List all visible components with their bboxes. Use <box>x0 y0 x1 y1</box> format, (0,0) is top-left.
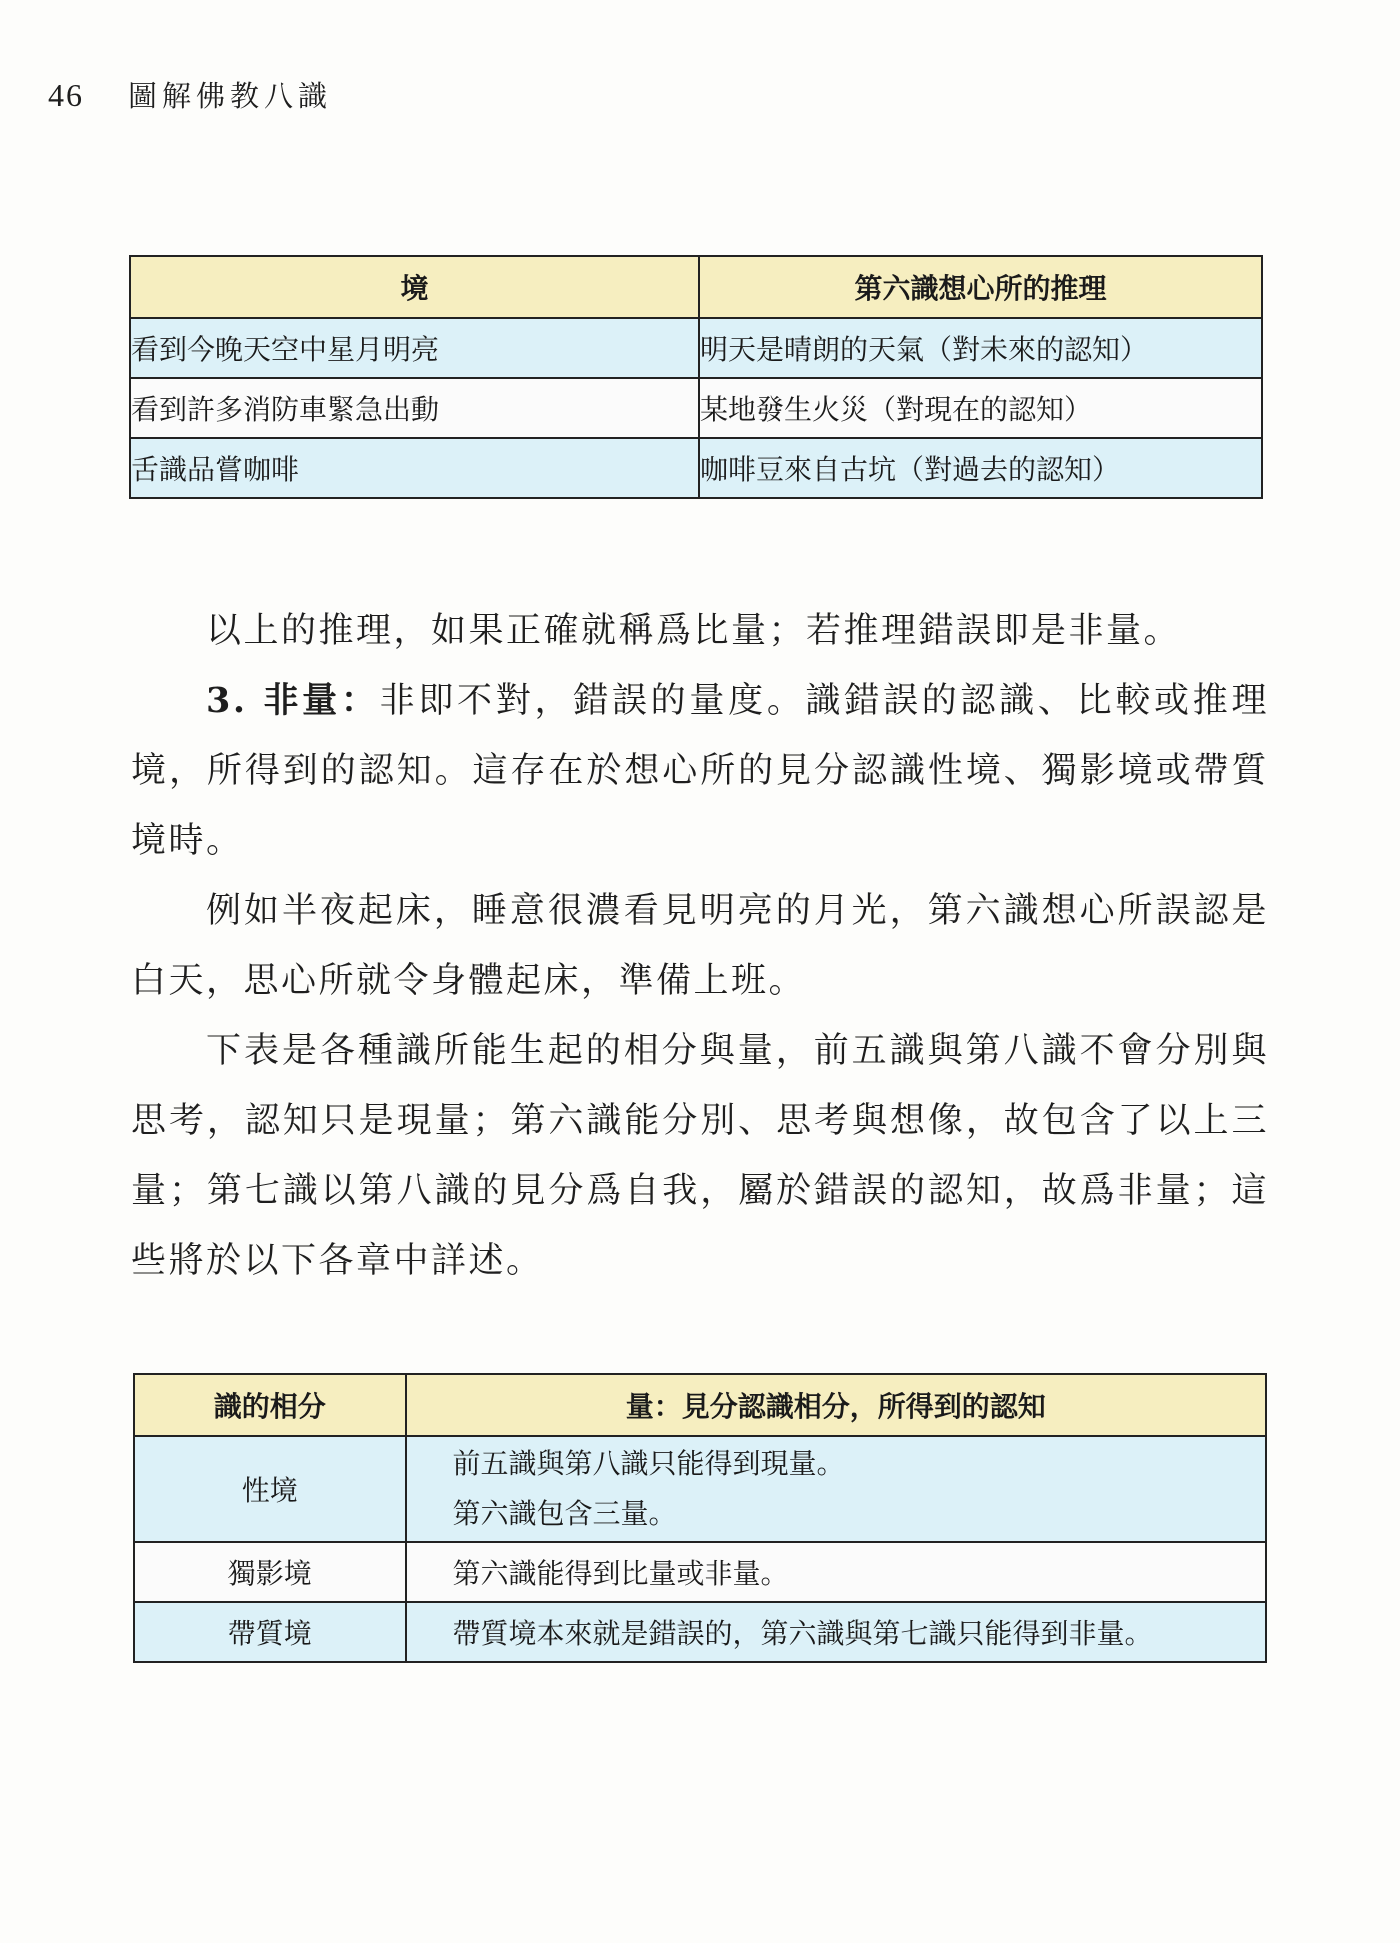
body-text <box>131 596 1269 1296</box>
table-cell: 某地發生火災（對現在的認知） <box>699 378 1262 438</box>
table-cell: 第六識能得到比量或非量。 <box>406 1542 1266 1602</box>
table-row <box>130 438 1262 498</box>
table-row <box>130 378 1262 438</box>
table-cell: 看到今晚天空中星月明亮 <box>130 318 699 378</box>
table-header-row <box>134 1374 1266 1436</box>
paragraph <box>131 666 1269 876</box>
table-cell: 看到許多消防車緊急出動 <box>130 378 699 438</box>
table-cell <box>406 1436 1266 1542</box>
table-cell: 明天是晴朗的天氣（對未來的認知） <box>699 318 1262 378</box>
table-header-cell: 境 <box>130 256 699 318</box>
page-header <box>48 74 332 115</box>
term-heading: 3. 非量： <box>206 680 380 721</box>
table-cell: 帶質境本來就是錯誤的，第六識與第七識只能得到非量。 <box>406 1602 1266 1662</box>
table-cell: 舌識品嘗咖啡 <box>130 438 699 498</box>
perception-table <box>133 1373 1267 1663</box>
table-cell: 咖啡豆來自古坑（對過去的認知） <box>699 438 1262 498</box>
table-cell: 獨影境 <box>134 1542 406 1602</box>
table-cell: 帶質境 <box>134 1602 406 1662</box>
page-number: 46 <box>48 77 84 113</box>
reasoning-table <box>129 255 1263 499</box>
table-header-row <box>130 256 1262 318</box>
paragraph-text: 非即不對，錯誤的量度。識錯誤的認識、比較或推理境，所得到的認知。這存在於想心所的見分認識性境、獨影境或帶質境時。 <box>131 681 1269 861</box>
table-header-cell: 識的相分 <box>134 1374 406 1436</box>
book-title: 圖解佛教八識 <box>128 79 333 113</box>
table-header-cell: 量：見分認識相分，所得到的認知 <box>406 1374 1266 1436</box>
paragraph: 下表是各種識所能生起的相分與量，前五識與第八識不會分別與思考，認知只是現量；第六識能分別、思考與想像，故包含了以上三量；第七識以第八識的見分爲自我，屬於錯誤的認知，故爲非量；這些將於以下各章中詳述。 <box>131 1031 1269 1281</box>
table-cell: 性境 <box>134 1436 406 1542</box>
paragraph: 以上的推理，如果正確就稱爲比量；若推理錯誤即是非量。 <box>206 611 1182 651</box>
table-header-cell: 第六識想心所的推理 <box>699 256 1262 318</box>
table-row <box>134 1542 1266 1602</box>
table-row <box>130 318 1262 378</box>
cell-line: 第六識包含三量。 <box>452 1497 677 1530</box>
table-row <box>134 1436 1266 1542</box>
cell-line: 前五識與第八識只能得到現量。 <box>452 1447 845 1480</box>
paragraph: 例如半夜起床，睡意很濃看見明亮的月光，第六識想心所誤認是白天，思心所就令身體起床，準備上班。 <box>131 891 1269 1001</box>
table-row <box>134 1602 1266 1662</box>
